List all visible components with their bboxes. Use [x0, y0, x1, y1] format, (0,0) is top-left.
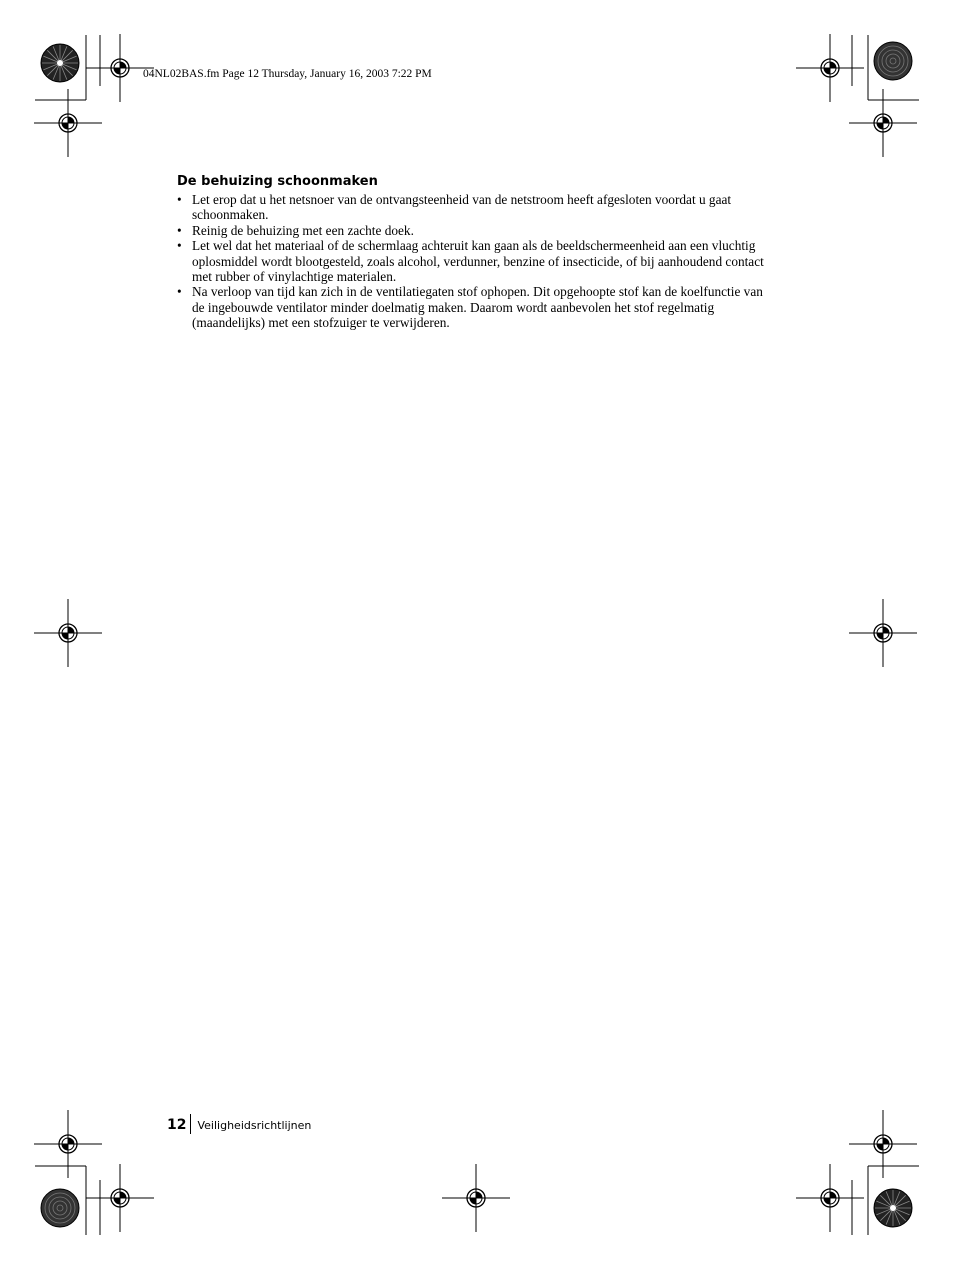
page-footer — [167, 1112, 311, 1134]
list-item: • Let wel dat het materiaal of de schermlaag achteruit kan gaan als de beeldschermeenheid aan een vluchtig oplosmiddel wordt blootgesteld, zoals alcohol, verdunner, benzine of insecticide, of bij aanhoudend contact met rubber of vinylachtige materialen. — [177, 238, 777, 284]
registration-mark-mid-left — [34, 599, 102, 667]
print-slug-line: 04NL02BAS.fm Page 12 Thursday, January 16, 2003 7:22 PM — [143, 68, 432, 80]
section-cleaning — [177, 174, 777, 331]
footer-section-name: Veiligheidsrichtlijnen — [197, 1119, 312, 1132]
registration-mark-bottom-center — [442, 1164, 510, 1232]
section-heading: De behuizing schoonmaken — [177, 174, 378, 189]
bullet-list — [177, 192, 777, 331]
footer-divider — [190, 1114, 191, 1134]
crop-mark-bottom-right — [796, 1110, 919, 1235]
page-number: 12 — [167, 1117, 187, 1133]
registration-mark-mid-right — [849, 599, 917, 667]
list-item: • Let erop dat u het netsnoer van de ontvangsteenheid van de netstroom heeft afgesloten voordat u gaat schoonmaken. — [177, 192, 777, 223]
crop-mark-bottom-left — [34, 1110, 154, 1235]
list-item: • Na verloop van tijd kan zich in de ventilatiegaten stof ophopen. Dit opgehoopte stof kan de koelfunctie van de ingebouwde ventilator minder doelmatig maken. Daarom wordt aanbevolen het stof regelmatig (maandelijks) met een stofzuiger te verwijderen. — [177, 284, 777, 330]
crop-mark-top-left — [34, 34, 154, 157]
list-item: • Reinig de behuizing met een zachte doek. — [177, 223, 777, 238]
crop-mark-top-right — [796, 34, 919, 157]
